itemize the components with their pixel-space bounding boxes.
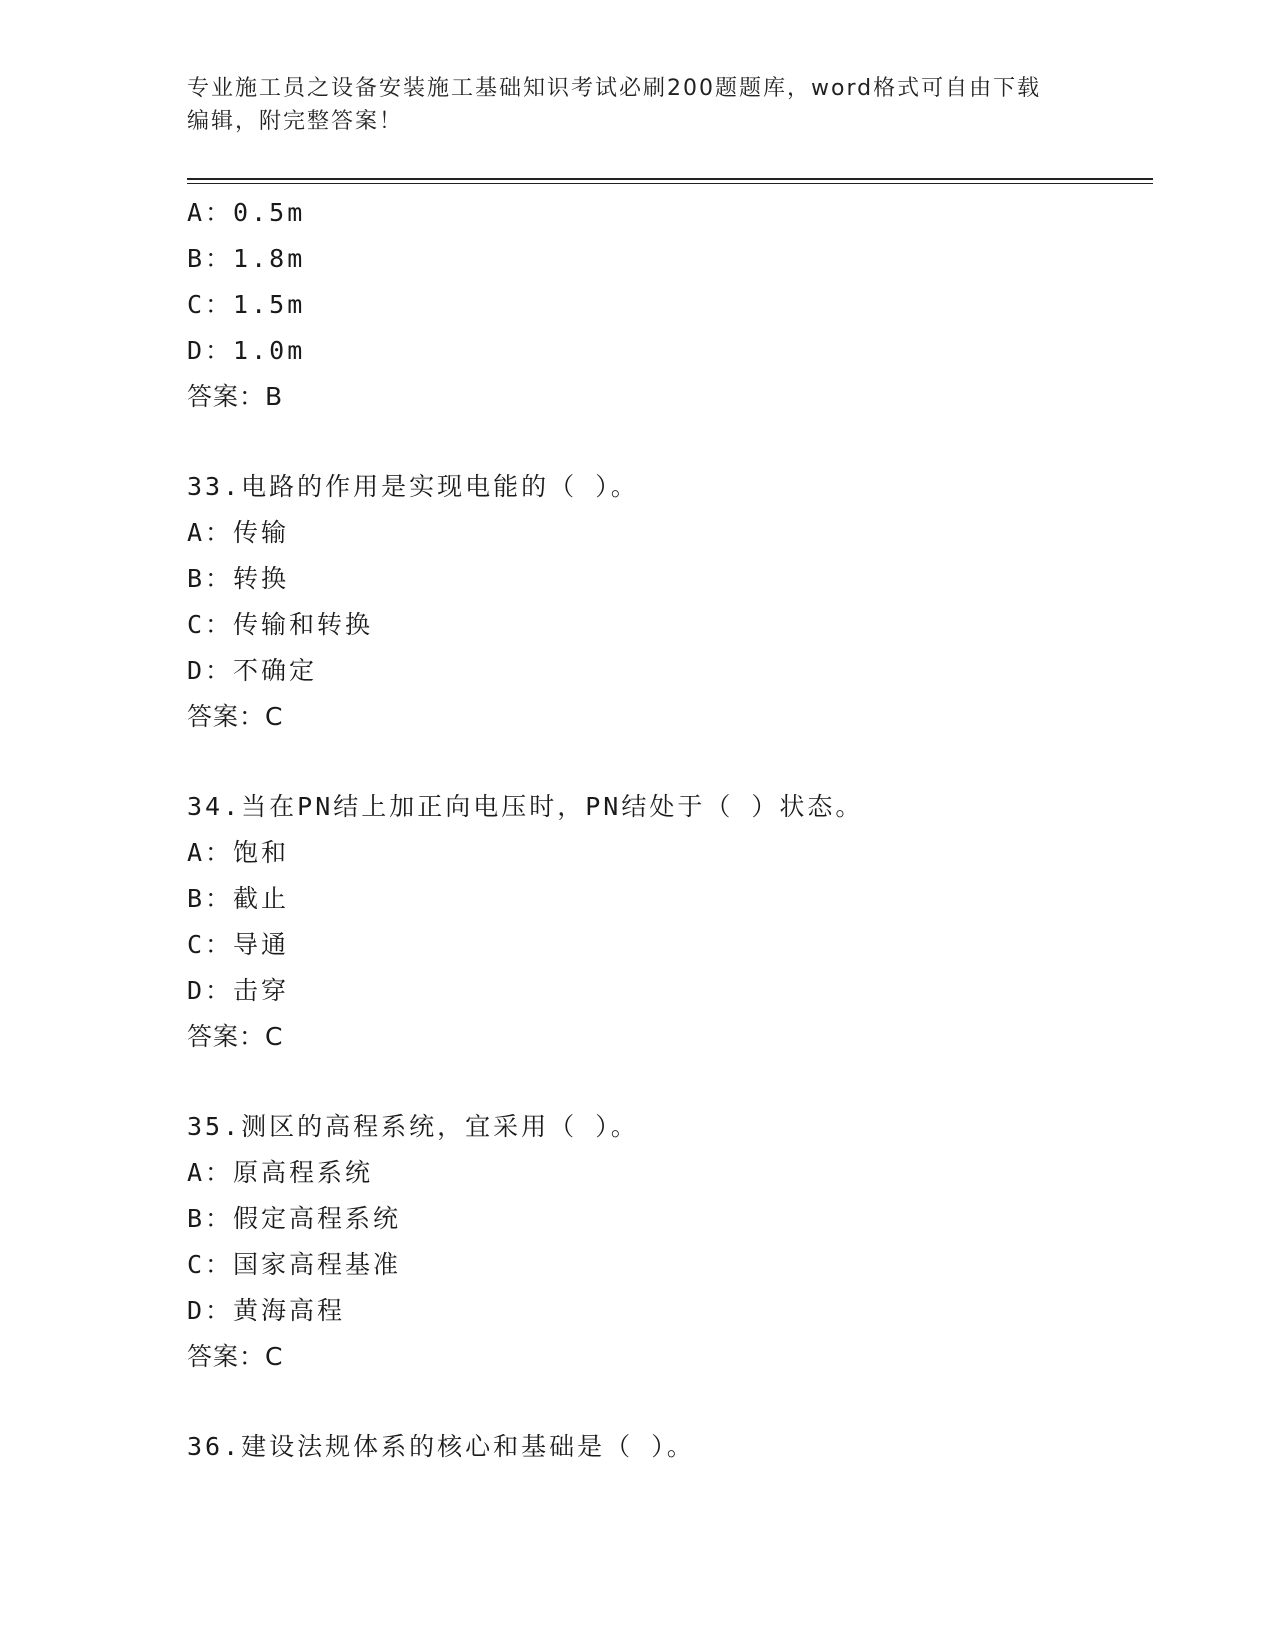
header-divider-thick [187,178,1153,180]
option-d: D：1.0m [187,336,306,365]
question-block-33 [187,464,1153,740]
answer-line: 答案：C [187,1342,284,1371]
header-divider-thin [187,183,1153,184]
answer-line: 答案：B [187,382,284,411]
option-c: C：导通 [187,930,290,959]
option-d: D：黄海高程 [187,1296,346,1325]
option-a: A：原高程系统 [187,1158,374,1187]
option-c: C：国家高程基准 [187,1250,402,1279]
question-block-34 [187,784,1153,1060]
option-a: A：饱和 [187,838,290,867]
option-a: A：0.5m [187,198,306,227]
header-title-line1: 专业施工员之设备安装施工基础知识考试必刷200题题库，word格式可自由下载 [187,76,1042,101]
option-a: A：传输 [187,518,290,547]
question-text: 33.电路的作用是实现电能的（ ）。 [187,472,639,501]
option-c: C：1.5m [187,290,306,319]
option-b: B：假定高程系统 [187,1204,402,1233]
option-b: B：1.8m [187,244,306,273]
question-list [187,190,1153,1470]
question-block-32 [187,190,1153,420]
answer-line: 答案：C [187,702,284,731]
option-b: B：转换 [187,564,290,593]
question-text: 36.建设法规体系的核心和基础是（ ）。 [187,1432,695,1461]
option-b: B：截止 [187,884,290,913]
option-c: C：传输和转换 [187,610,374,639]
document-header [187,72,1087,138]
question-block-35 [187,1104,1153,1380]
option-d: D：不确定 [187,656,318,685]
option-d: D：击穿 [187,976,290,1005]
question-text: 34.当在PN结上加正向电压时，PN结处于（ ）状态。 [187,792,864,821]
answer-line: 答案：C [187,1022,284,1051]
question-text: 35.测区的高程系统，宜采用（ ）。 [187,1112,639,1141]
question-block-36 [187,1424,1153,1470]
header-title-line2: 编辑，附完整答案！ [187,109,404,134]
